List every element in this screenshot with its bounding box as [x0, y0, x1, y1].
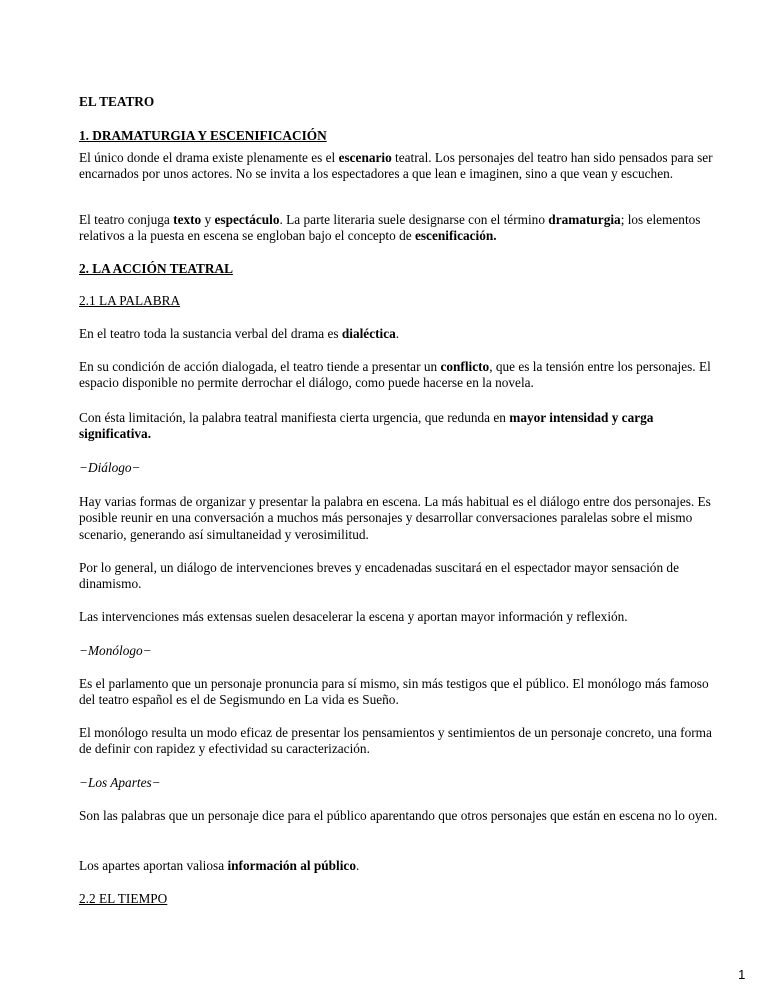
paragraph-text: . — [395, 326, 400, 341]
paragraph-text: . La parte literaria suele designarse con el término — [279, 212, 549, 227]
paragraph-apartes-info — [79, 858, 719, 874]
paragraph-escenario — [79, 150, 719, 183]
paragraph-limitacion — [79, 410, 719, 443]
subheading-dialogo: −Diálogo− — [79, 460, 141, 475]
paragraph-monologo-eficaz: El monólogo resulta un modo eficaz de presentar los pensamientos y sentimientos de un personaje concreto, una forma de definir con rapidez y efectividad su caracterización. — [79, 725, 712, 757]
subsection-heading-palabra: 2.1 LA PALABRA — [79, 293, 181, 308]
bold-term: información al público — [227, 858, 356, 873]
paragraph-text: Con ésta limitación, la palabra teatral manifiesta cierta urgencia, que redunda en — [79, 410, 510, 425]
subheading-apartes: −Los Apartes− — [79, 775, 161, 790]
paragraph-text: ; los elementos relativos a la puesta en escena se engloban bajo el concepto de — [79, 212, 701, 244]
subsection-heading-tiempo: 2.2 EL TIEMPO — [79, 891, 168, 906]
document-title: EL TEATRO — [79, 94, 155, 109]
paragraph-text: . — [356, 858, 360, 873]
paragraph-text: El teatro conjuga — [79, 212, 174, 227]
paragraph-monologo-def: Es el parlamento que un personaje pronuncia para sí mismo, sin más testigos que el público. El monólogo más famoso del teatro español es el de Segismundo en La vida es Sueño. — [79, 676, 709, 708]
paragraph-text: teatral. Los personajes del teatro han sido pensados para ser encarnados por unos actores. No se invita a los espectadores a que lean e imaginen, sino a que vean y escuchen. — [79, 150, 713, 182]
bold-term: espectáculo — [214, 212, 280, 227]
paragraph-text: En su condición de acción dialogada, el teatro tiende a presentar un — [79, 359, 441, 374]
bold-term: conflicto — [440, 359, 490, 374]
page-number: 1 — [738, 967, 746, 982]
bold-term: dramaturgia — [548, 212, 621, 227]
bold-term: escenario — [338, 150, 392, 165]
bold-term: texto — [173, 212, 202, 227]
section-heading-dramaturgia: 1. DRAMATURGIA Y ESCENIFICACIÓN — [79, 128, 327, 143]
paragraph-intervenciones: Las intervenciones más extensas suelen desacelerar la escena y aportan mayor información y reflexión. — [79, 609, 628, 624]
paragraph-text: y — [201, 212, 215, 227]
bold-term: dialéctica — [341, 326, 396, 341]
paragraph-formas-dialogo: Hay varias formas de organizar y presentar la palabra en escena. La más habitual es el diálogo entre dos personajes. Es posible reunir en una conversación a muchos más personajes y desarrollar conversaciones paralelas sobre el mismo scenario, generando así simultaneidad y verosimilitud. — [79, 494, 711, 542]
paragraph-text: El único donde el drama existe plenamente es el — [79, 150, 339, 165]
paragraph-text: En el teatro toda la sustancia verbal del drama es — [79, 326, 342, 341]
bold-term: mayor intensidad y carga significativa. — [79, 410, 654, 442]
paragraph-apartes-def: Son las palabras que un personaje dice para el público aparentando que otros personajes que están en escena no lo oyen. — [79, 808, 718, 823]
section-heading-accion-teatral: 2. LA ACCIÓN TEATRAL — [79, 261, 233, 276]
paragraph-texto-espectaculo — [79, 212, 719, 245]
bold-term: escenificación. — [414, 228, 497, 244]
paragraph-conflicto — [79, 359, 719, 392]
paragraph-dinamismo: Por lo general, un diálogo de intervenciones breves y encadenadas suscitará en el espectador mayor sensación de dinamismo. — [79, 560, 679, 592]
paragraph-text: , que es la tensión entre los personajes. El espacio disponible no permite derrochar el diálogo, como puede hacerse en la novela. — [79, 359, 711, 391]
subheading-monologo: −Monólogo− — [79, 643, 152, 658]
paragraph-text: Los apartes aportan valiosa — [79, 858, 228, 873]
paragraph-dialectica — [79, 326, 719, 342]
